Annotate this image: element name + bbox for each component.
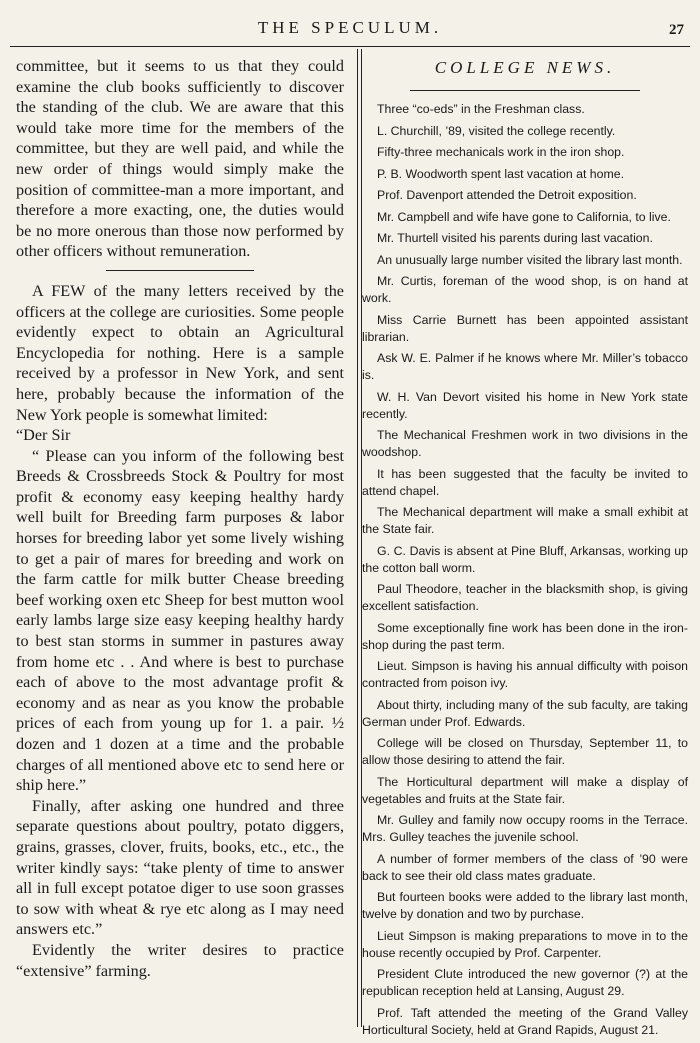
closing-paragraph: Evidently the writer desires to practice “extensive” farming. <box>16 940 344 980</box>
column-divider <box>357 49 358 1027</box>
college-news-rule <box>410 90 640 91</box>
news-item: The Mechanical department will make a small exhibit at the State fair. <box>362 505 688 536</box>
news-item: The Mechanical Freshmen work in two divisions in the woodshop. <box>362 428 688 459</box>
header-rule <box>10 46 690 47</box>
news-item: Three “co-eds” in the Freshman class. <box>377 102 585 116</box>
news-item: Prof. Taft attended the meeting of the Grand Valley Horticultural Society, held at Grand Rapids, August 21. <box>362 1005 688 1037</box>
news-item: Mr. Curtis, foreman of the wood shop, is on hand at work. <box>362 274 688 305</box>
college-news-heading: COLLEGE NEWS. <box>434 58 616 77</box>
news-item: P. B. Woodworth spent last vacation at home. <box>377 166 624 181</box>
news-item: Lieut. Simpson is having his annual difficulty with poison contracted from poison ivy. <box>362 659 688 690</box>
news-item: Mr. Campbell and wife have gone to California, to live. <box>377 209 671 224</box>
section-rule <box>106 270 254 271</box>
page-header <box>0 14 700 44</box>
news-list <box>362 101 688 1039</box>
news-item: President Clute introduced the new governor (?) at the republican reception held at Lansing, August 29. <box>362 967 688 998</box>
news-item: Mr. Thurtell visited his parents during last vacation. <box>377 231 653 245</box>
college-news-column <box>362 58 688 1043</box>
letters-intro-paragraph: A FEW of the many letters received by the officers at the college are curiosities. Some people evidently expect to obtain an Agricultural Encyclopedia for nothing. Here is a sample received by a professor in New York, and sent here, probably because the information of the New York people is somewhat limited: <box>16 281 344 424</box>
news-item: It has been suggested that the faculty be invited to attend chapel. <box>362 466 688 498</box>
news-item: Paul Theodore, teacher in the blacksmith shop, is giving excellent satisfaction. <box>362 582 688 613</box>
masthead-title: THE SPECULUM. <box>257 18 443 37</box>
news-item: Ask W. E. Palmer if he knows where Mr. Miller’s tobacco is. <box>362 351 688 382</box>
letter-salutation: “Der Sir <box>16 426 71 445</box>
news-item: The Horticultural department will make a display of vegetables and fruits at the State fair. <box>362 774 688 806</box>
news-item: W. H. Van Devort visited his home in New York state recently. <box>362 389 688 421</box>
news-item: But fourteen books were added to the library last month, twelve by donation and two by purchase. <box>362 890 688 921</box>
news-item: G. C. Davis is absent at Pine Bluff, Arkansas, working up the cotton ball worm. <box>362 543 688 575</box>
news-item: About thirty, including many of the sub faculty, are taking German under Prof. Edwards. <box>362 697 688 729</box>
committee-paragraph: committee, but it seems to us that they could examine the club books sufficiently to discover the standing of the club. We are aware that this would take more time for the members of the committee, but they are well paid, and while the new order of things would simply make the position of committee-man a more important, and therefore a more exacting, one, the duties would be no more onerous than those now performed by other officers without remuneration. <box>16 57 344 261</box>
news-item: An unusually large number visited the library last month. <box>377 252 683 267</box>
left-column <box>16 56 344 981</box>
news-item: Some exceptionally fine work has been done in the iron-shop during the past term. <box>362 620 688 652</box>
news-item: College will be closed on Thursday, September 11, to allow those desiring to attend the fair. <box>362 736 688 767</box>
finally-paragraph: Finally, after asking one hundred and three separate questions about poultry, potato diggers, grains, grasses, clover, fruits, books, etc., etc., the writer kindly says: “take plenty of time to answer all in full except potatoe diger to use soon grasses to sow with wheat & rye etc along as I may need answers etc.” <box>16 796 344 939</box>
news-item: Prof. Davenport attended the Detroit exposition. <box>377 188 637 202</box>
news-item: Lieut Simpson is making preparations to move in to the house recently occupied by Prof. Carpenter. <box>362 928 688 960</box>
news-item: Mr. Gulley and family now occupy rooms in the Terrace. Mrs. Gulley teaches the juvenile school. <box>362 813 688 844</box>
news-item: Miss Carrie Burnett has been appointed assistant librarian. <box>362 312 688 344</box>
news-item: Fifty-three mechanicals work in the iron shop. <box>377 145 625 159</box>
news-item: L. Churchill, ’89, visited the college recently. <box>377 123 616 138</box>
news-item: A number of former members of the class of ’90 were back to see their old class mates graduate. <box>362 851 688 883</box>
page-number: 27 <box>669 22 684 38</box>
letter-body: “ Please can you inform of the following best Breeds & Crossbreeds Stock & Poultry for most profit & economy easy keeping healthy hardy well built for Breeding farm purposes & labor horses for breeding labor yet some lively wishing to get a pair of mares for breeding and work on the farm cattle for milk butter Chease breeding beef working oxen etc Sheep for best mutton wool early lambs large size easy keeping healthy hardy to best stan storms in summer in pastures away from home etc . . And where is best to purchase each of above to the most advantage profit & economy and as near as you know the probable prices of each from young up for 1. a pair. ½ dozen and 1 dozen at a time and the probable charges of all mentioned above etc to send here or ship here.” <box>16 446 344 795</box>
